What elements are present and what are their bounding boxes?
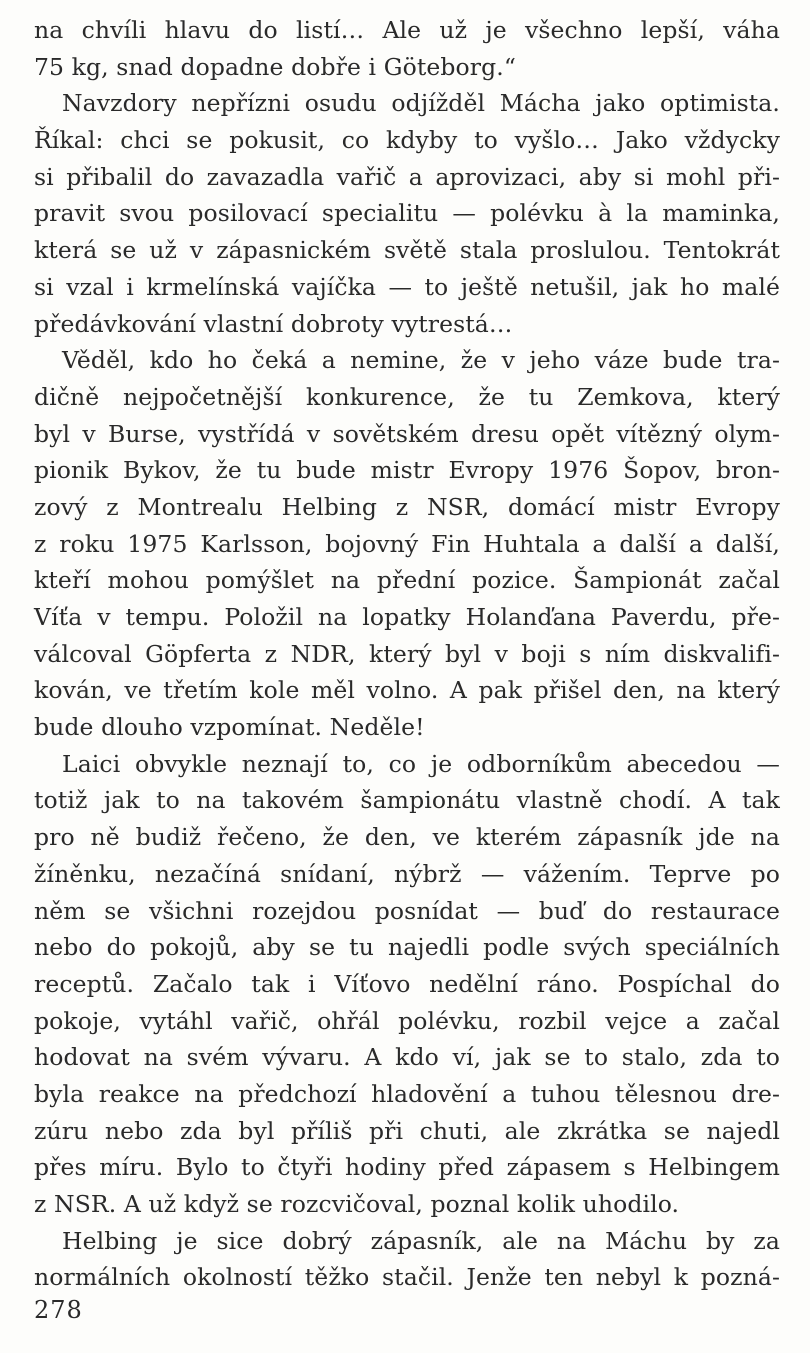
text-line: si vzal i krmelínská vajíčka — to ještě netušil, jak ho malé [34, 272, 780, 301]
text-line: pro ně budiž řečeno, že den, ve kterém zápasník jde na [34, 823, 780, 852]
text-line: kován, ve třetím kole měl volno. A pak přišel den, na který [34, 676, 780, 705]
text-line: pravit svou posilovací specialitu — polévku à la maminka, [34, 199, 780, 228]
text-line: Říkal: chci se pokusit, co kdyby to vyšlo… Jako vždycky [34, 126, 780, 155]
text-line: zový z Montrealu Helbing z NSR, domácí mistr Evropy [34, 492, 780, 521]
text-line: Navzdory nepřízni osudu odjížděl Mácha jako optimista. [62, 89, 780, 118]
text-line: zúru nebo zda byl příliš při chuti, ale zkrátka se najedl [34, 1116, 780, 1145]
text-line: totiž jak to na takovém šampionátu vlastně chodí. A tak [34, 786, 780, 815]
body-text [34, 12, 780, 1296]
text-line: normálních okolností těžko stačil. Jenže ten nebyl k pozná- [34, 1263, 780, 1292]
text-line: pokoje, vytáhl vařič, ohřál polévku, rozbil vejce a začal [34, 1006, 780, 1035]
text-line: pionik Bykov, že tu bude mistr Evropy 1976 Šopov, bron- [34, 456, 780, 485]
text-line: dičně nejpočetnější konkurence, že tu Zemkova, který [34, 382, 780, 411]
text-line: 75 kg, snad dopadne dobře i Göteborg.“ [34, 52, 516, 81]
text-line: Helbing je sice dobrý zápasník, ale na Máchu by za [62, 1226, 780, 1255]
text-line: kteří mohou pomýšlet na přední pozice. Šampionát začal [34, 566, 780, 595]
text-line: byla reakce na předchozí hladovění a tuhou tělesnou dre- [34, 1079, 780, 1108]
text-line: z roku 1975 Karlsson, bojovný Fin Huhtala a další a další, [34, 529, 780, 558]
page-number: 278 [34, 1296, 83, 1324]
text-line: Věděl, kdo ho čeká a nemine, že v jeho váze bude tra- [62, 346, 780, 375]
text-line: Víťa v tempu. Položil na lopatky Holanďana Paverdu, pře- [34, 603, 780, 631]
text-line: žíněnku, nezačíná snídaní, nýbrž — vážením. Teprve po [34, 859, 780, 888]
text-line: něm se všichni rozejdou posnídat — buď do restaurace [34, 896, 780, 925]
text-line: na chvíli hlavu do listí… Ale už je všechno lepší, váha [34, 16, 780, 44]
text-line: bude dlouho vzpomínat. Neděle! [34, 713, 425, 742]
text-line: z NSR. A už když se rozcvičoval, poznal kolik uhodilo. [34, 1190, 680, 1218]
text-line: receptů. Začalo tak i Víťovo nedělní ráno. Pospíchal do [34, 969, 780, 998]
text-line: Laici obvykle neznají to, co je odborníkům abecedou — [62, 749, 780, 778]
text-line: která se už v zápasnickém světě stala proslulou. Tentokrát [34, 236, 780, 265]
text-line: válcoval Göpferta z NDR, který byl v boji s ním diskvalifi- [34, 639, 780, 668]
text-line: hodovat na svém vývaru. A kdo ví, jak se to stalo, zda to [34, 1043, 780, 1072]
text-line: si přibalil do zavazadla vařič a aprovizaci, aby si mohl při- [34, 162, 780, 191]
text-line: nebo do pokojů, aby se tu najedli podle svých speciálních [34, 933, 780, 962]
text-line: předávkování vlastní dobroty vytrestá… [34, 309, 513, 338]
text-line: přes míru. Bylo to čtyři hodiny před zápasem s Helbingem [34, 1153, 780, 1182]
text-line: byl v Burse, vystřídá v sovětském dresu opět vítězný olym- [34, 419, 780, 448]
